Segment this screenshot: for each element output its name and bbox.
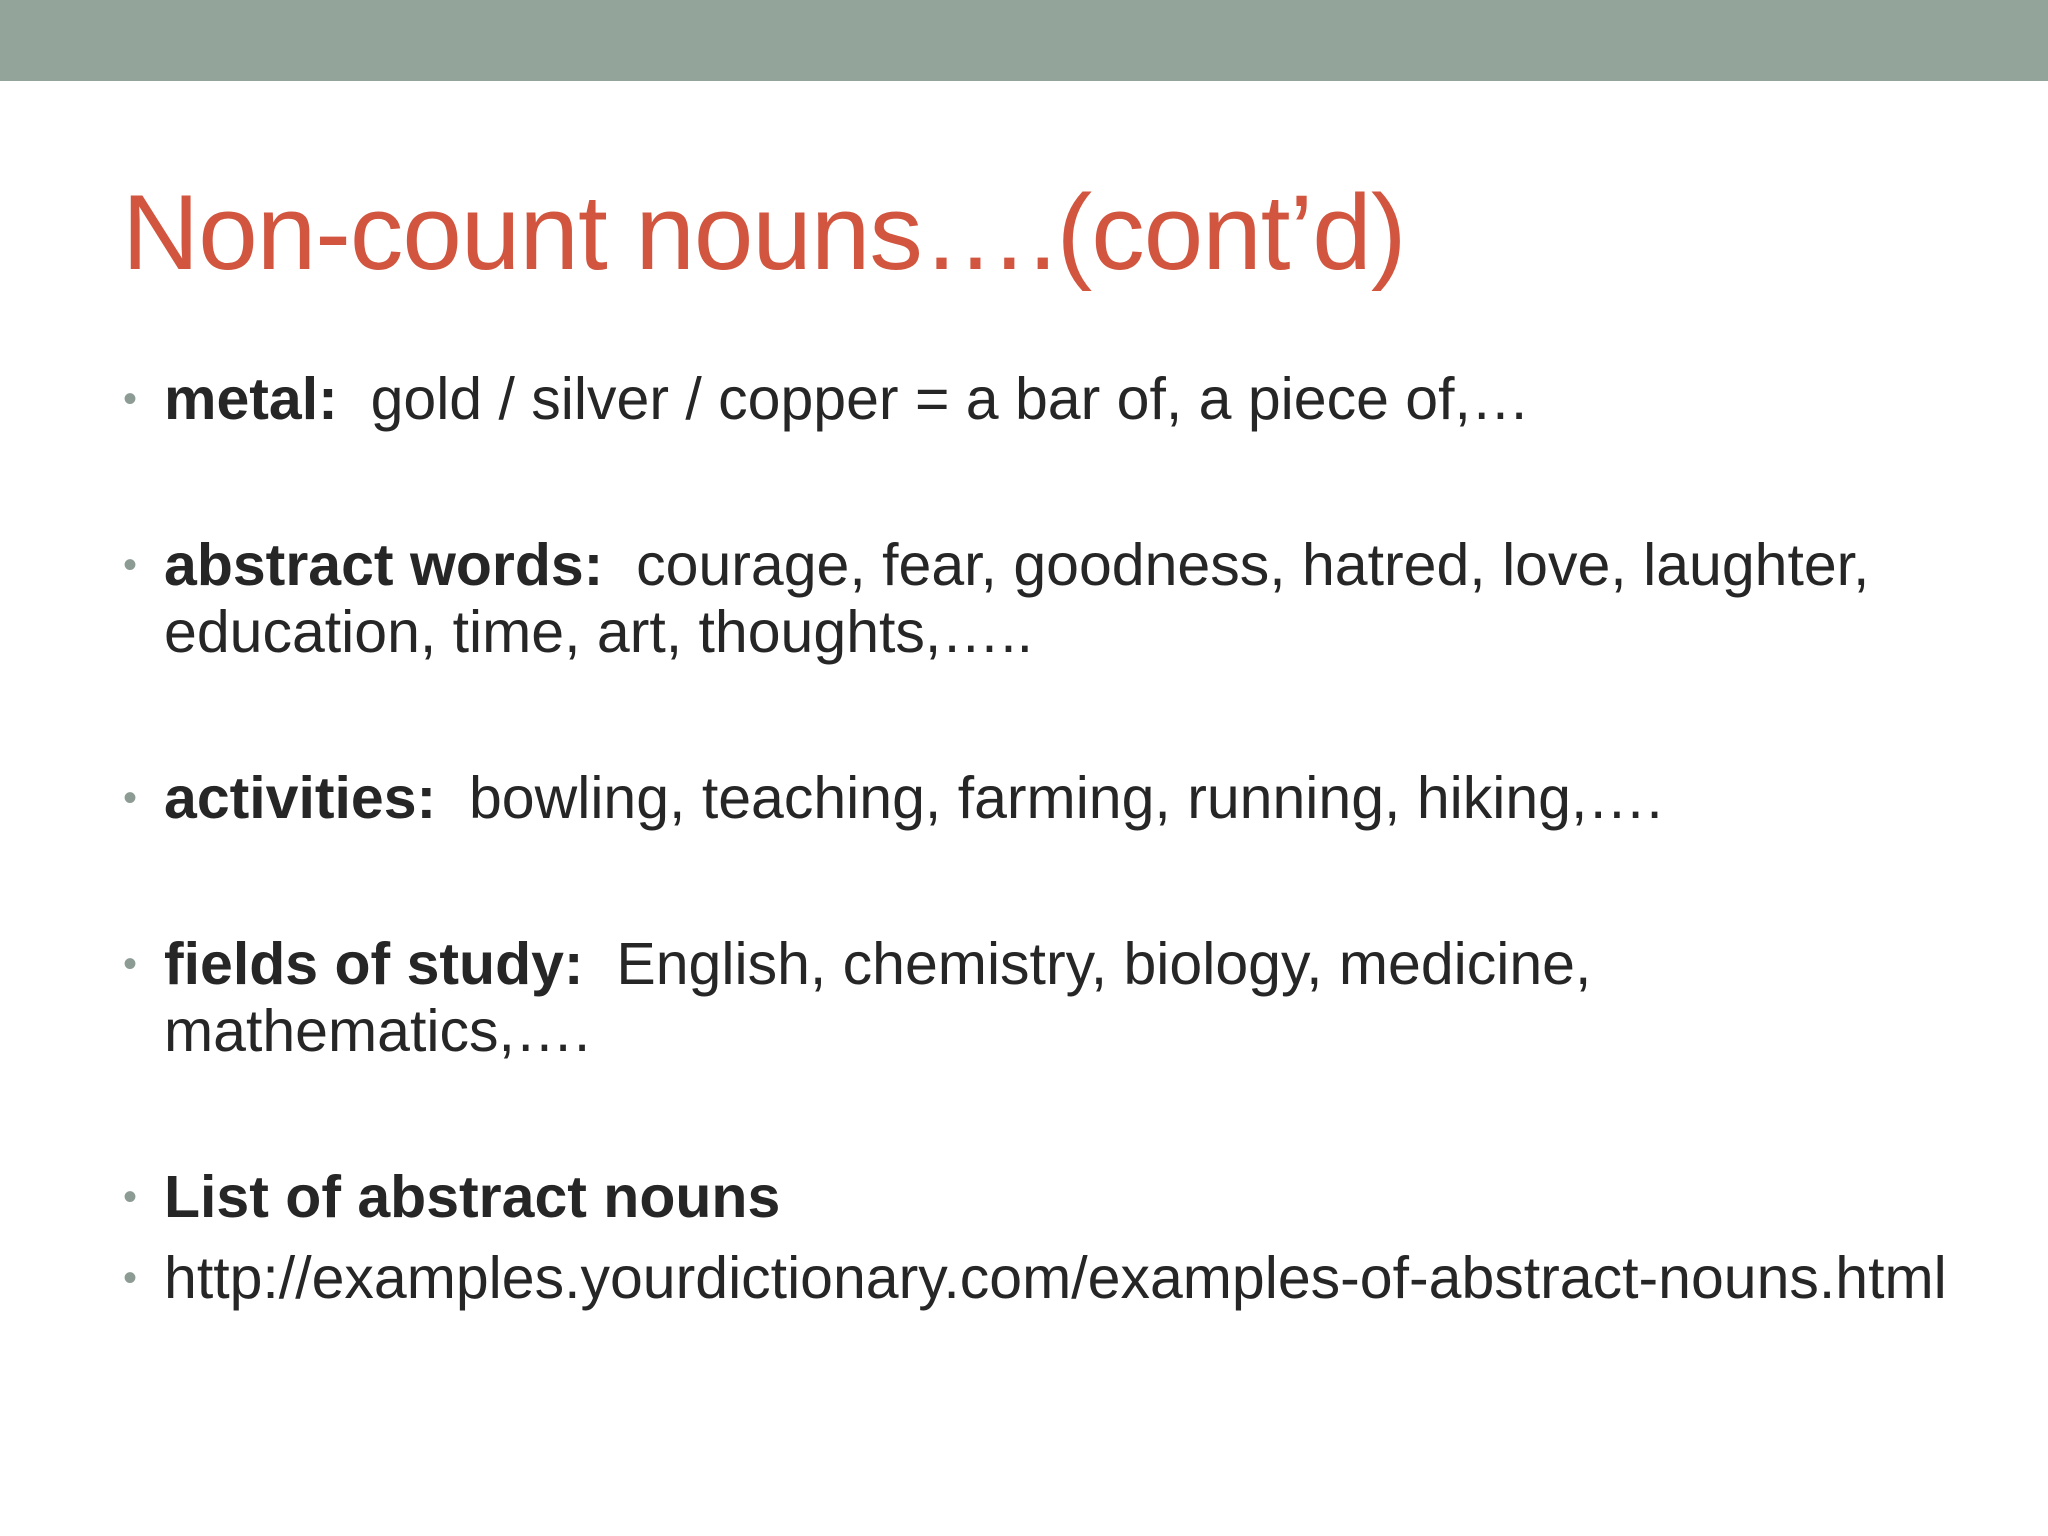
top-band (0, 0, 2048, 81)
bullet-text (164, 765, 1963, 832)
bullet-text (164, 1164, 1963, 1231)
bullet-item-metal (123, 366, 1963, 433)
bullet-description: courage, fear, goodness, hatred, love, laughter, education, time, art, thoughts,….. (164, 532, 1870, 665)
bullet-item-abstract-words (123, 532, 1963, 666)
bullet-term: activities: (164, 765, 437, 831)
bullet-dot-icon: • (123, 377, 138, 421)
bullet-dot-icon: • (123, 1175, 138, 1219)
abstract-nouns-url[interactable]: http://examples.yourdictionary.com/examples-of-abstract-nouns.html (164, 1245, 1947, 1311)
bullet-description: bowling, teaching, farming, running, hiking,…. (468, 765, 1663, 831)
bullet-item-fields-of-study (123, 931, 1963, 1065)
bullet-item-activities (123, 765, 1963, 832)
bullet-item-list-of-abstract-nouns (123, 1164, 1963, 1231)
bullet-term: fields of study: (164, 931, 584, 997)
bullet-dot-icon: • (123, 1256, 138, 1300)
bullet-description: gold / silver / copper = a bar of, a piece of,… (370, 366, 1530, 432)
bullet-description: English, chemistry, biology, medicine, mathematics,…. (164, 931, 1592, 1064)
bullet-text (164, 366, 1963, 433)
slide-title: Non-count nouns….(cont’d) (122, 172, 1406, 292)
bullet-text (164, 532, 1963, 666)
bullet-dot-icon: • (123, 776, 138, 820)
bullet-dot-icon: • (123, 543, 138, 587)
bullet-dot-icon: • (123, 942, 138, 986)
bullet-term: abstract words: (164, 532, 604, 598)
bullet-term: List of abstract nouns (164, 1164, 781, 1230)
bullet-item-link (123, 1245, 1963, 1312)
bullet-text (164, 931, 1963, 1065)
bullet-term: metal: (164, 366, 338, 432)
